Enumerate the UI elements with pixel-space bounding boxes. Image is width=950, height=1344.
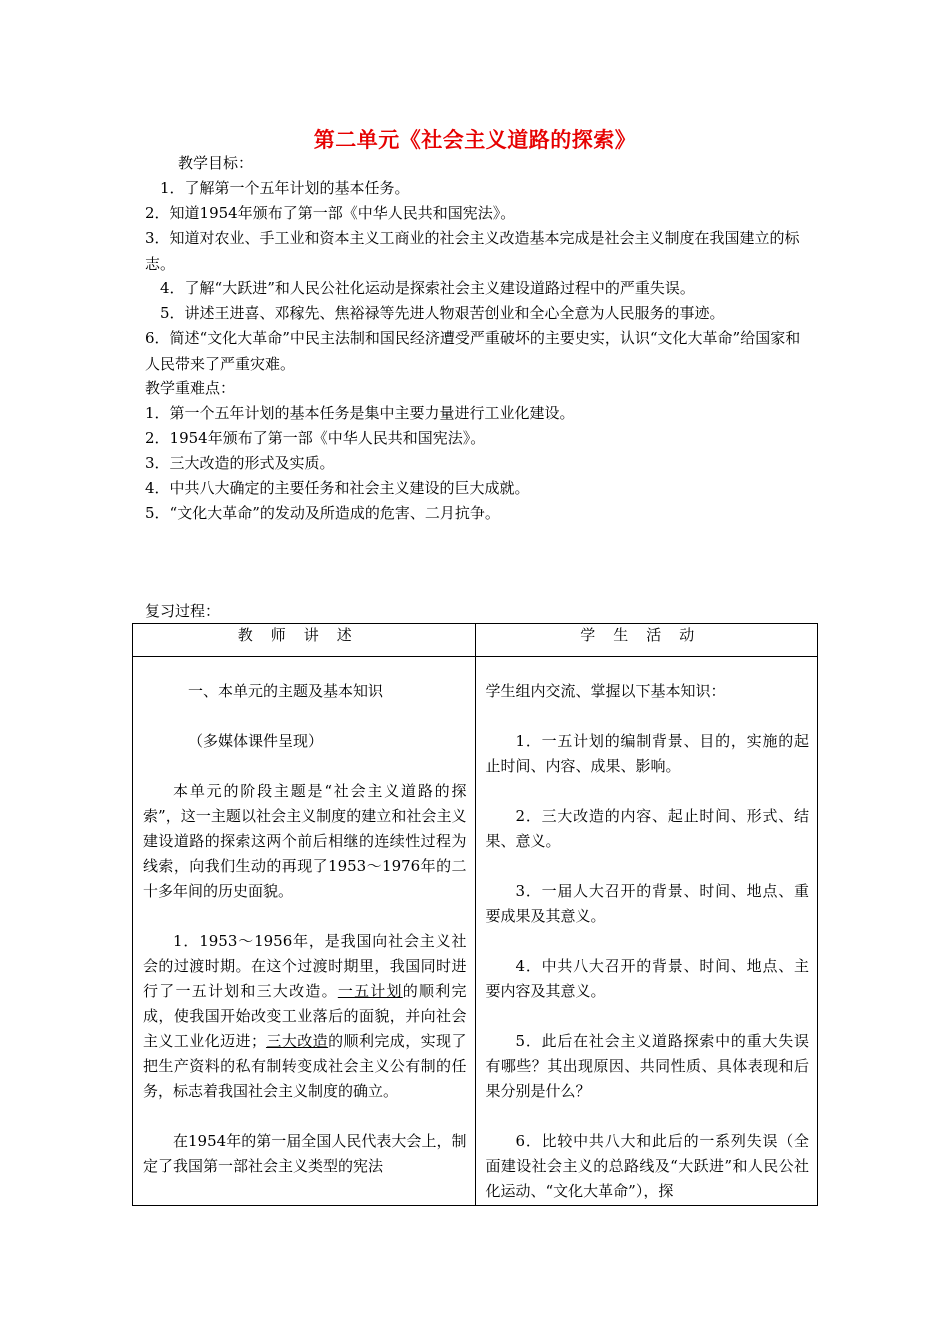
objective-item-6: 6．简述“文化大革命”中民主法制和国民经济遭受严重破坏的主要史实，认识“文化大革命”给国家和人民带来了严重灾难。 [145,329,801,373]
student-item-3: 3．一届人大召开的背景、时间、地点、重要成果及其意义。 [485,882,809,925]
table-header-row [133,624,818,657]
key-point-item-3: 3．三大改造的形式及实质。 [145,454,335,472]
teacher-media-note: （多媒体课件呈现） [188,732,324,750]
student-cell [475,657,818,1206]
key-point-item-1: 1．第一个五年计划的基本任务是集中主要力量进行工业化建设。 [145,404,575,422]
key-point-item-5: 5．“文化大革命”的发动及所造成的危害、二月抗争。 [145,504,500,522]
student-item-2: 2．三大改造的内容、起止时间、形式、结果、意义。 [485,807,809,850]
teacher-p4-part-b: 的顺利完成，使我国开始改变工业落后的面貌，并向社会主义工业化迈进； [143,982,467,1050]
objectives-heading: 教学目标： [178,154,254,172]
objective-item-5: 5．讲述王进喜、邓稼先、焦裕禄等先进人物艰苦创业和全心全意为人民服务的事迹。 [160,304,725,322]
teacher-column-header: 教师讲述 [133,624,476,657]
student-column-header: 学生活动 [475,624,818,657]
teacher-paragraph-constitution: 在1954年的第一届全国人民代表大会上，制定了我国第一部社会主义类型的宪法 [143,1132,467,1175]
underlined-term-five-year-plan: 一五计划 [337,982,403,1000]
student-item-4: 4．中共八大召开的背景、时间、地点、主要内容及其意义。 [485,957,809,1000]
student-item-6: 6．比较中共八大和此后的一系列失误（全面建设社会主义的总路线及“大跃进”和人民公社化运动、“文化大革命”），探 [485,1132,809,1199]
objective-item-4: 4．了解“大跃进”和人民公社化运动是探索社会主义建设道路过程中的严重失误。 [160,279,695,297]
teacher-section-heading: 一、本单元的主题及基本知识 [188,682,384,700]
key-points-heading: 教学重难点： [145,379,236,397]
underlined-term-three-transformations: 三大改造 [265,1032,329,1050]
review-process-heading: 复习过程： [145,602,221,620]
student-intro: 学生组内交流、掌握以下基本知识： [485,682,726,700]
review-process-table [132,623,818,1206]
objective-item-1: 1．了解第一个五年计划的基本任务。 [160,179,410,197]
teacher-p4-part-a: 1．1953～1956年，是我国向社会主义社会的过渡时期。在这个过渡时期里，我国同时进行了一五计划和三大改造。 [143,932,467,1000]
teacher-cell [133,657,476,1206]
page-title: 第二单元《社会主义道路的探索》 [313,127,637,152]
student-item-5: 5．此后在社会主义道路探索中的重大失误有哪些？其出现原因、共同性质、具体表现和后果分别是什么？ [485,1032,809,1100]
objective-item-2: 2．知道1954年颁布了第一部《中华人民共和国宪法》。 [145,204,516,222]
teacher-paragraph-transition [143,929,467,1104]
teacher-paragraph-theme: 本单元的阶段主题是“社会主义道路的探索”，这一主题以社会主义制度的建立和社会主义建设道路的探索这两个前后相继的连续性过程为线索，向我们生动的再现了1953～1976年的二十多年间的历史面貌。 [143,782,467,900]
teacher-p4-part-c: 的顺利完成，实现了把生产资料的私有制转变成社会主义公有制的任务，标志着我国社会主义制度的确立。 [143,1032,467,1100]
objective-item-3: 3．知道对农业、手工业和资本主义工商业的社会主义改造基本完成是社会主义制度在我国建立的标志。 [145,229,800,273]
key-point-item-4: 4．中共八大确定的主要任务和社会主义建设的巨大成就。 [145,479,530,497]
student-item-1: 1．一五计划的编制背景、目的，实施的起止时间、内容、成果、影响。 [485,732,809,775]
table-row [133,657,818,1206]
key-point-item-2: 2．1954年颁布了第一部《中华人民共和国宪法》。 [145,429,486,447]
